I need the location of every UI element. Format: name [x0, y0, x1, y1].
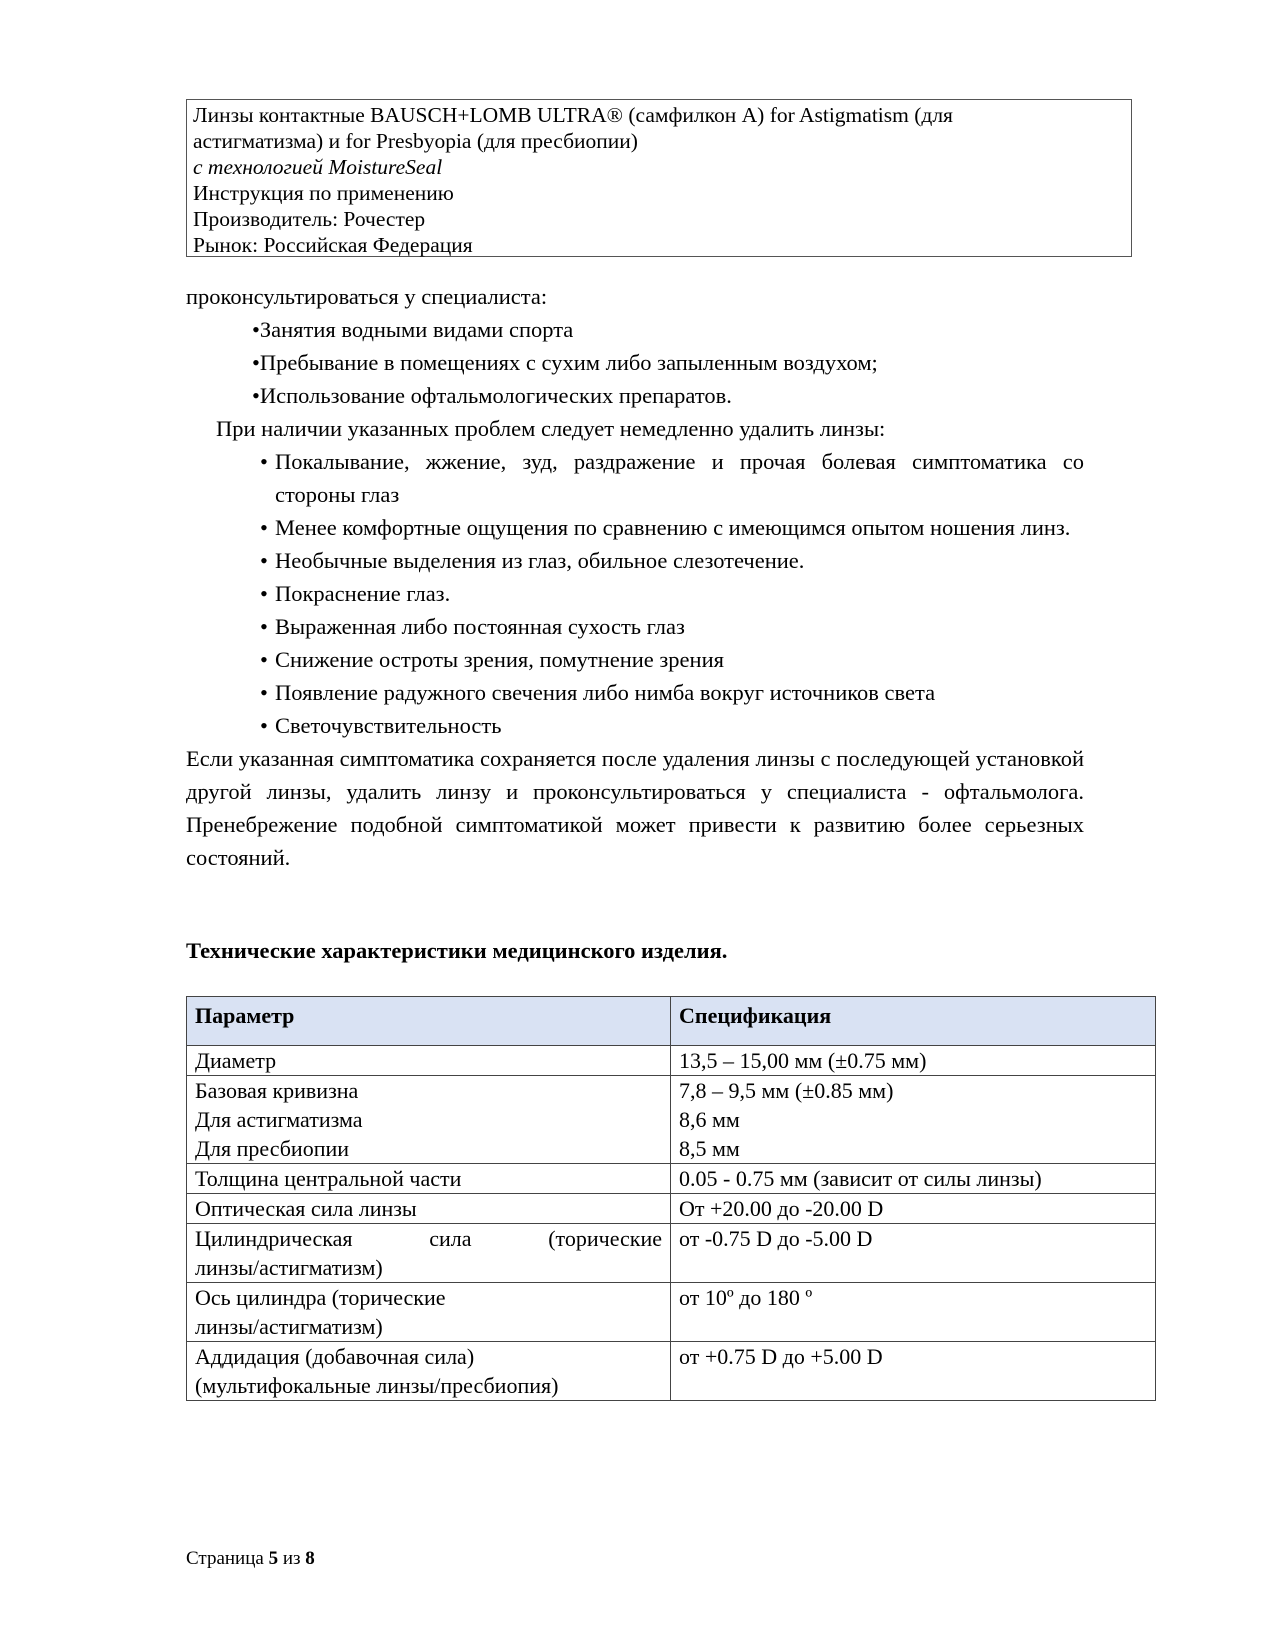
removal-lead-text: При наличии указанных проблем следует немедленно удалить линзы: — [216, 416, 886, 441]
total-pages-number: 8 — [305, 1548, 315, 1569]
table-header-row — [187, 997, 1156, 1046]
table-row — [187, 1283, 1156, 1342]
list-item: • Светочувствительность — [260, 709, 1084, 742]
cell-parameter — [187, 1046, 671, 1076]
cell-specification — [671, 1076, 1156, 1164]
header-doc-type: Инструкция по применению — [193, 181, 454, 205]
conditions-list — [186, 313, 1084, 412]
table-row — [187, 1342, 1156, 1401]
column-header-specification: Спецификация — [671, 997, 1156, 1046]
bullet-icon: • — [260, 647, 268, 672]
header-product-line-1: Линзы контактные BAUSCH+LOMB ULTRA® (самфилкон A) for Astigmatism (для — [193, 103, 953, 127]
list-item: • Снижение остроты зрения, помутнение зрения — [260, 643, 1084, 676]
table-row — [187, 1046, 1156, 1076]
specification-line: от +0.75 D до +5.00 D — [679, 1344, 883, 1369]
cell-parameter — [187, 1342, 671, 1401]
table-row — [187, 1224, 1156, 1283]
parameter-line: (мультифокальные линзы/пресбиопия) — [195, 1373, 559, 1398]
bullet-icon: • — [260, 449, 268, 474]
cell-specification — [671, 1164, 1156, 1194]
body-content — [186, 280, 1084, 874]
specification-line: 7,8 – 9,5 мм (±0.85 мм) — [679, 1078, 894, 1103]
page-footer — [186, 1548, 315, 1570]
parameter-line: Ось цилиндра (торические — [195, 1285, 446, 1310]
cell-parameter — [187, 1224, 671, 1283]
parameter-line: Для астигматизма — [195, 1107, 363, 1132]
cell-specification — [671, 1194, 1156, 1224]
cell-specification — [671, 1046, 1156, 1076]
specification-line: 0.05 - 0.75 мм (зависит от силы линзы) — [679, 1166, 1042, 1191]
section-title: Технические характеристики медицинского изделия. — [186, 938, 728, 963]
specification-line: 8,6 мм — [679, 1107, 740, 1132]
list-item: • Покраснение глаз. — [260, 577, 1084, 610]
list-item: •Занятия водными видами спорта — [252, 317, 574, 342]
closing-paragraph: Если указанная симптоматика сохраняется после удаления линзы с последующей установкой другой линзы, удалить линзу и проконсультироваться у специалиста - офтальмолога. Пренебрежение подобной симптоматикой может привести к развитию более серьезных состояний. — [186, 746, 1084, 870]
header-market: Рынок: Российская Федерация — [193, 233, 473, 257]
parameter-line: Аддидация (добавочная сила) — [195, 1344, 475, 1369]
specifications-table — [186, 996, 1156, 1401]
cell-parameter — [187, 1283, 671, 1342]
list-item: •Использование офтальмологических препаратов. — [252, 383, 732, 408]
list-item: •Пребывание в помещениях с сухим либо запыленным воздухом; — [252, 350, 878, 375]
bullet-icon: • — [260, 614, 268, 639]
cell-parameter — [187, 1164, 671, 1194]
header-manufacturer: Производитель: Рочестер — [193, 207, 426, 231]
parameter-line: Для пресбиопии — [195, 1136, 350, 1161]
list-item: • Необычные выделения из глаз, обильное слезотечение. — [260, 544, 1084, 577]
page-word: Страница — [186, 1548, 264, 1569]
list-item: • Покалывание, жжение, зуд, раздражение и прочая болевая симптоматика со стороны глаз — [260, 445, 1084, 511]
list-item: • Появление радужного свечения либо нимба вокруг источников света — [260, 676, 1084, 709]
table-row — [187, 1194, 1156, 1224]
document-header-box — [186, 99, 1132, 257]
cell-parameter — [187, 1194, 671, 1224]
parameter-line: Базовая кривизна — [195, 1078, 359, 1103]
bullet-icon: • — [260, 515, 268, 540]
parameter-line: Цилиндрическая сила (торические — [195, 1226, 662, 1251]
specification-line: От +20.00 до -20.00 D — [679, 1196, 884, 1221]
bullet-icon: • — [260, 548, 268, 573]
parameter-line: линзы/астигматизм) — [195, 1255, 383, 1280]
current-page-number: 5 — [268, 1548, 279, 1569]
specification-line: 8,5 мм — [679, 1136, 740, 1161]
cell-specification — [671, 1342, 1156, 1401]
cell-specification — [671, 1224, 1156, 1283]
parameter-line: Диаметр — [195, 1048, 277, 1073]
cell-specification — [671, 1283, 1156, 1342]
header-technology: с технологией MoistureSeal — [193, 155, 443, 179]
intro-text: проконсультироваться у специалиста: — [186, 284, 548, 309]
specification-line: от 10º до 180 º — [679, 1285, 813, 1310]
bullet-icon: • — [260, 713, 268, 738]
bullet-icon: • — [260, 581, 268, 606]
table-row — [187, 1076, 1156, 1164]
table-row — [187, 1164, 1156, 1194]
list-item: • Выраженная либо постоянная сухость глаз — [260, 610, 1084, 643]
bullet-icon: • — [260, 680, 268, 705]
parameter-line: Толщина центральной части — [195, 1166, 462, 1191]
specification-line: от -0.75 D до -5.00 D — [679, 1226, 873, 1251]
symptoms-list — [186, 445, 1084, 742]
parameter-line: Оптическая сила линзы — [195, 1196, 417, 1221]
of-word: из — [282, 1548, 301, 1569]
parameter-line: линзы/астигматизм) — [195, 1314, 383, 1339]
specification-line: 13,5 – 15,00 мм (±0.75 мм) — [679, 1048, 927, 1073]
cell-parameter — [187, 1076, 671, 1164]
header-product-line-2: астигматизма) и for Presbyopia (для пресбиопии) — [193, 129, 638, 153]
column-header-parameter: Параметр — [187, 997, 671, 1046]
list-item: • Менее комфортные ощущения по сравнению с имеющимся опытом ношения линз. — [260, 511, 1084, 544]
